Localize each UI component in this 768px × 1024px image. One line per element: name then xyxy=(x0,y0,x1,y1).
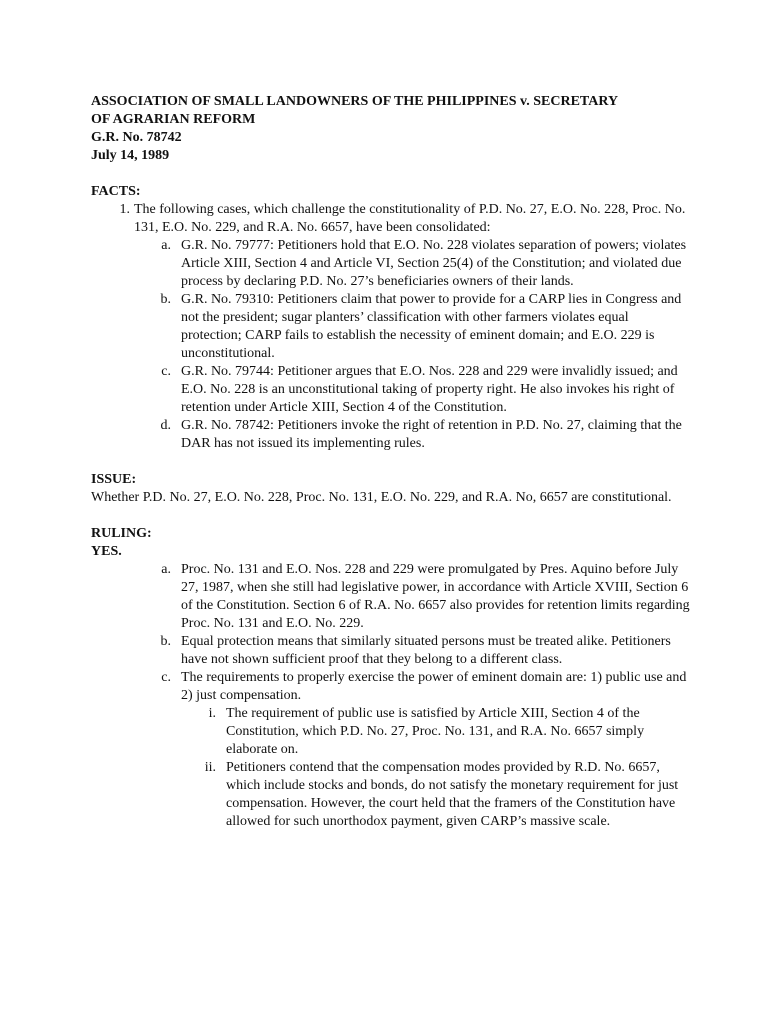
facts-item-1 xyxy=(113,201,691,237)
list-number: c. xyxy=(161,670,171,685)
list-text: Petitioners contend that the compensation modes provided by R.D. No. 6657, which include stocks and bonds, do not satisfy the monetary requirement for just compensation. However, the court held that the framers of the Constitution have allowed for such unorthodox payment, given CARP’s massive scale. xyxy=(226,760,679,829)
ruling-answer: YES. xyxy=(91,544,122,559)
list-number: b. xyxy=(160,292,171,307)
document-page xyxy=(91,93,691,831)
issue-heading: ISSUE: xyxy=(91,472,137,487)
list-text: The requirements to properly exercise the power of eminent domain are: 1) public use and 2) just compensation. xyxy=(181,670,687,703)
ruling-item-a xyxy=(155,561,691,633)
list-number: ii. xyxy=(204,760,216,775)
case-date: July 14, 1989 xyxy=(91,148,170,163)
facts-subitem-d xyxy=(155,417,691,453)
list-text: Equal protection means that similarly situated persons must be treated alike. Petitioners have not shown sufficient proof that they belong to a different class. xyxy=(181,634,671,667)
ruling-subitem-i xyxy=(196,705,691,759)
gr-number: G.R. No. 78742 xyxy=(91,130,182,145)
list-number: i. xyxy=(208,706,216,721)
list-text: G.R. No. 79777: Petitioners hold that E.O. No. 228 violates separation of powers; violates Article XIII, Section 4 and Article VI, Section 25(4) of the Constitution; and violated due process by declaring P.D. No. 27’s beneficiaries owners of their lands. xyxy=(181,238,687,289)
list-text: The requirement of public use is satisfied by Article XIII, Section 4 of the Constitution, which P.D. No. 27, Proc. No. 131, and R.A. No. 6657 simply elaborate on. xyxy=(226,706,645,757)
case-title-line-2: OF AGRARIAN REFORM xyxy=(91,112,256,127)
facts-subitem-b xyxy=(155,291,691,363)
list-text: G.R. No. 79744: Petitioner argues that E.O. Nos. 228 and 229 were invalidly issued; and E.O. No. 228 is an unconstitutional taking of property right. He also invokes his right of retention under Article XIII, Section 4 of the Constitution. xyxy=(181,364,678,415)
ruling-item-c xyxy=(155,669,691,705)
facts-subitem-a xyxy=(155,237,691,291)
list-number: a. xyxy=(161,562,171,577)
list-number: b. xyxy=(160,634,171,649)
list-number: d. xyxy=(160,418,171,433)
list-text: G.R. No. 78742: Petitioners invoke the right of retention in P.D. No. 27, claiming that the DAR has not issued its implementing rules. xyxy=(181,418,682,451)
ruling-heading: RULING: xyxy=(91,526,152,541)
facts-subitem-c xyxy=(155,363,691,417)
ruling-subitem-ii xyxy=(196,759,691,831)
facts-heading: FACTS: xyxy=(91,184,141,199)
list-number: c. xyxy=(161,364,171,379)
list-text: The following cases, which challenge the constitutionality of P.D. No. 27, E.O. No. 228, Proc. No. 131, E.O. No. 229, and R.A. No. 6657, have been consolidated: xyxy=(134,202,686,235)
case-title-line-1: ASSOCIATION OF SMALL LANDOWNERS OF THE PHILIPPINES v. SECRETARY xyxy=(91,94,619,109)
list-number: 1. xyxy=(119,202,130,217)
ruling-item-b xyxy=(155,633,691,669)
list-text: Proc. No. 131 and E.O. Nos. 228 and 229 were promulgated by Pres. Aquino before July 27, 1987, when she still had legislative power, in accordance with Article XVIII, Section 6 of the Constitution. Section 6 of R.A. No. 6657 also provides for retention limits regarding Proc. No. 131 and E.O. No. 229. xyxy=(181,562,690,631)
list-text: G.R. No. 79310: Petitioners claim that power to provide for a CARP lies in Congress and not the president; sugar planters’ classification with other farmers violates equal protection; CARP fails to establish the necessity of eminent domain; and E.O. 229 is unconstitutional. xyxy=(181,292,682,361)
list-number: a. xyxy=(161,238,171,253)
issue-text: Whether P.D. No. 27, E.O. No. 228, Proc. No. 131, E.O. No. 229, and R.A. No, 6657 are constitutional. xyxy=(91,490,672,505)
